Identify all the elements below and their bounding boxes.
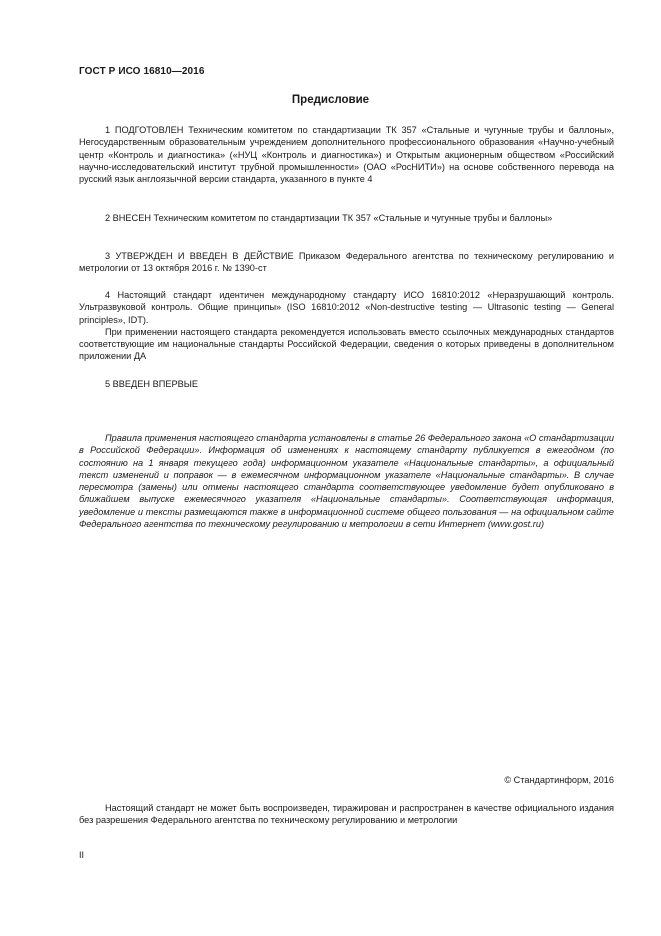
foreword-item-2 (79, 212, 614, 224)
reproduction-restriction (79, 802, 614, 827)
application-rules-notice (79, 432, 614, 530)
foreword-item-1-text: 1 ПОДГОТОВЛЕН Техническим комитетом по стандартизации ТК 357 «Стальные и чугунные трубы и баллоны», Негосударственным образовательным учреждением дополнительного профессионального образования «Научно-учебный центр «Контроль и диагностика» («НУЦ «Контроль и диагностика») и Открытым акционерным обществом «Российский научно-исследовательский институт трубной промышленности» (ОАО «РосНИТИ») на основе собственного перевода на русский язык англоязычной версии стандарта, указанного в пункте 4 (79, 125, 614, 185)
standard-code-header: ГОСТ Р ИСО 16810—2016 (79, 66, 205, 77)
foreword-item-5-text: 5 ВВЕДЕН ВПЕРВЫЕ (105, 379, 198, 389)
foreword-item-4 (79, 289, 614, 363)
foreword-item-1 (79, 124, 614, 185)
page-title: Предисловие (291, 94, 370, 106)
copyright-line: © Стандартинформ, 2016 (504, 775, 614, 785)
application-rules-text: Правила применения настоящего стандарта установлены в статье 26 Федерального закона «О стандартизации в Российской Федерации». Информация об изменениях к настоящему стандарту публикуется в ежегодном (по состоянию на 1 января текущего года) информационном указателе «Национальные стандарты», а официальный текст изменений и поправок — в ежемесячном информационном указателе «Национальные стандарты». В случае пересмотра (замены) или отмены настоящего стандарта соответствующее уведомление будет опубликовано в ближайшем выпуске ежемесячного указателя «Национальные стандарты». Соответствующая информация, уведомление и тексты размещаются также в информационной системе общего пользования — на официальном сайте Федерального агентства по техническому регулированию и метрологии в сети Интернет (www.gost.ru) (79, 433, 614, 530)
reproduction-restriction-text: Настоящий стандарт не может быть воспроизведен, тиражирован и распространен в качестве официального издания без разрешения Федерального агентства по техническому регулированию и метрологии (79, 803, 614, 826)
foreword-item-3-text: 3 УТВЕРЖДЕН И ВВЕДЕН В ДЕЙСТВИЕ Приказом Федерального агентства по техническому регулированию и метрологии от 13 октября 2016 г. № 1390-ст (79, 251, 614, 274)
foreword-item-3 (79, 250, 614, 275)
foreword-item-4-text: 4 Настоящий стандарт идентичен международному стандарту ИСО 16810:2012 «Неразрушающий контроль. Ультразвуковой контроль. Общие принципы» (ISO 16810:2012 «Non-destructive testing — Ultrasonic testing — General principles», IDT). (79, 290, 614, 325)
foreword-item-2-text: 2 ВНЕСЕН Техническим комитетом по стандартизации ТК 357 «Стальные и чугунные трубы и баллоны» (105, 213, 553, 223)
foreword-item-5 (79, 378, 614, 390)
foreword-item-4-note: При применении настоящего стандарта рекомендуется использовать вместо ссылочных международных стандартов соответствующие им национальные стандарты Российской Федерации, сведения о которых приведены в дополнительном приложении ДА (79, 326, 614, 362)
page-number: II (79, 850, 85, 860)
